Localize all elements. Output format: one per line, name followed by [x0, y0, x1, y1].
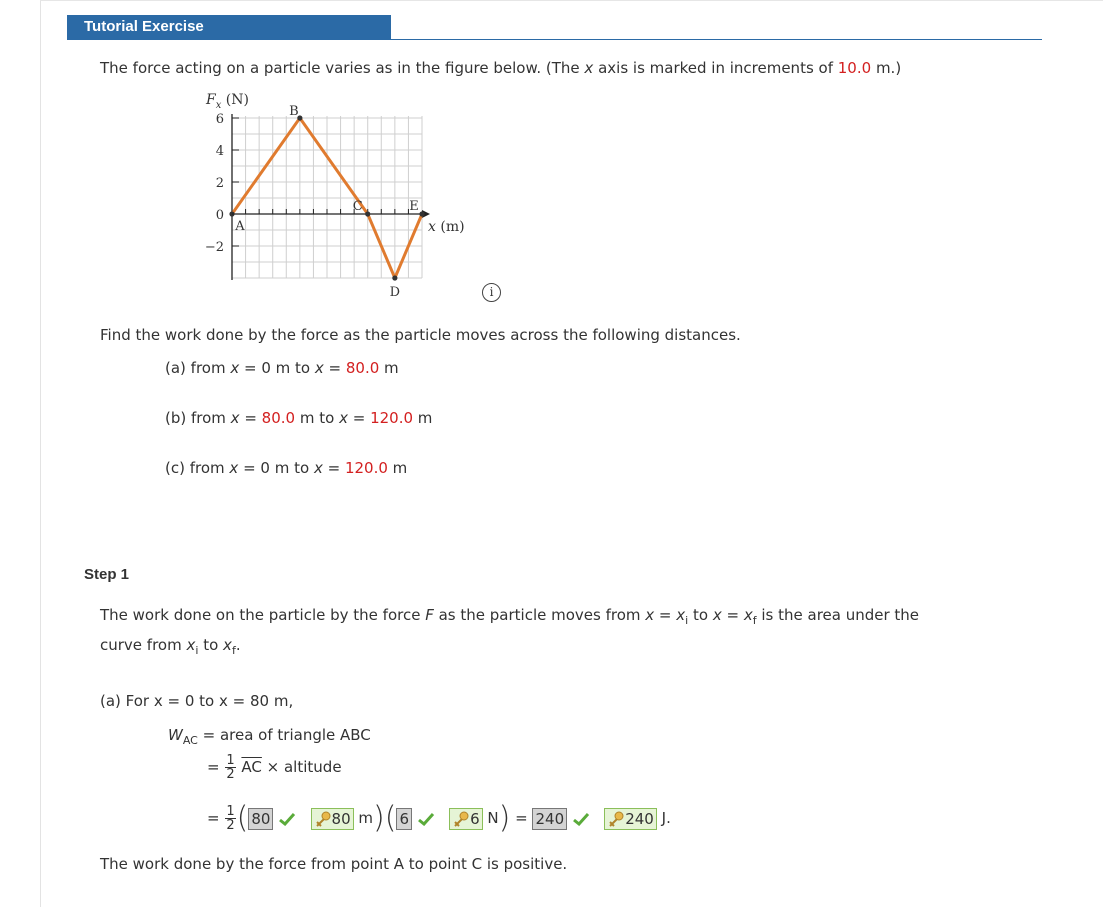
- x-axis-label: x (m): [428, 219, 465, 235]
- y-tick-labels: [205, 112, 239, 255]
- key-icon: [314, 811, 332, 827]
- force-graph: [190, 88, 490, 298]
- tutorial-header: [67, 15, 1042, 40]
- check-icon: [278, 812, 296, 826]
- input-altitude[interactable]: 6: [396, 808, 412, 830]
- key-icon: [607, 811, 625, 827]
- conclusion: The work done by the force from point A to point C is positive.: [100, 855, 568, 873]
- point-label-d: D: [389, 285, 401, 298]
- input-ac-length[interactable]: 80: [248, 808, 273, 830]
- data-point: [419, 211, 424, 216]
- step-title: Step 1: [84, 566, 130, 583]
- y-tick-label: −2: [204, 240, 224, 255]
- step-text-line2: curve from $x_i$ to $x_f$.: [100, 636, 241, 657]
- work-equation-line2: = $\frac{1}{2}$ $\overline{AC}$ × altitude: [207, 753, 342, 782]
- half-fraction-2: $\frac{1}{2}$: [226, 804, 235, 833]
- y-tick-label: 6: [215, 112, 224, 127]
- point-label-a: A: [235, 219, 245, 234]
- part-c: (c) from x = 0 m to x = 120.0 m: [165, 459, 408, 477]
- data-point: [365, 211, 370, 216]
- header-title: Tutorial Exercise: [67, 15, 391, 39]
- work-equation-line3: = $\frac{1}{2}$ ( 80 80 m)( 6 6 N) = 240 240 J.: [207, 800, 671, 836]
- part-a: (a) from x = 0 m to x = 80.0 m: [165, 359, 399, 377]
- part-b: (b) from x = 80.0 m to x = 120.0 m: [165, 409, 433, 427]
- answer-key-work[interactable]: 240: [604, 808, 657, 830]
- point-label-e: E: [409, 199, 419, 214]
- check-icon: [417, 812, 435, 826]
- answer-key-ac[interactable]: 80: [311, 808, 354, 830]
- problem-intro: The force acting on a particle varies as in the figure below. (The x axis is marked in increments of 10.0 m.): [100, 59, 902, 77]
- key-icon: [452, 811, 470, 827]
- info-icon[interactable]: i: [482, 283, 501, 302]
- y-axis-label: $F_x$ (N): [206, 92, 249, 111]
- chart-grid: [232, 116, 422, 278]
- answer-key-altitude[interactable]: 6: [449, 808, 483, 830]
- part-a-intro: (a) For x = 0 to x = 80 m,: [100, 692, 294, 710]
- top-border: [40, 0, 1103, 1]
- left-border: [40, 0, 41, 907]
- work-equation-line1: $W_{AC}$ = area of triangle ABC: [168, 726, 371, 747]
- data-point: [392, 275, 397, 280]
- half-fraction: $\frac{1}{2}$: [226, 753, 235, 782]
- point-label-b: B: [289, 104, 299, 119]
- step-text-line1: The work done on the particle by the force F as the particle moves from $x = x_i$ to $x = x_f$ is the area under the: [100, 606, 920, 627]
- y-tick-label: 2: [215, 176, 224, 191]
- y-tick-label: 4: [215, 144, 224, 159]
- problem-prompt: Find the work done by the force as the particle moves across the following distances.: [100, 326, 741, 344]
- input-work[interactable]: 240: [532, 808, 567, 830]
- chart-axes: [232, 114, 430, 280]
- y-tick-label: 0: [215, 208, 224, 223]
- check-icon: [572, 812, 590, 826]
- point-label-c: C: [352, 199, 363, 214]
